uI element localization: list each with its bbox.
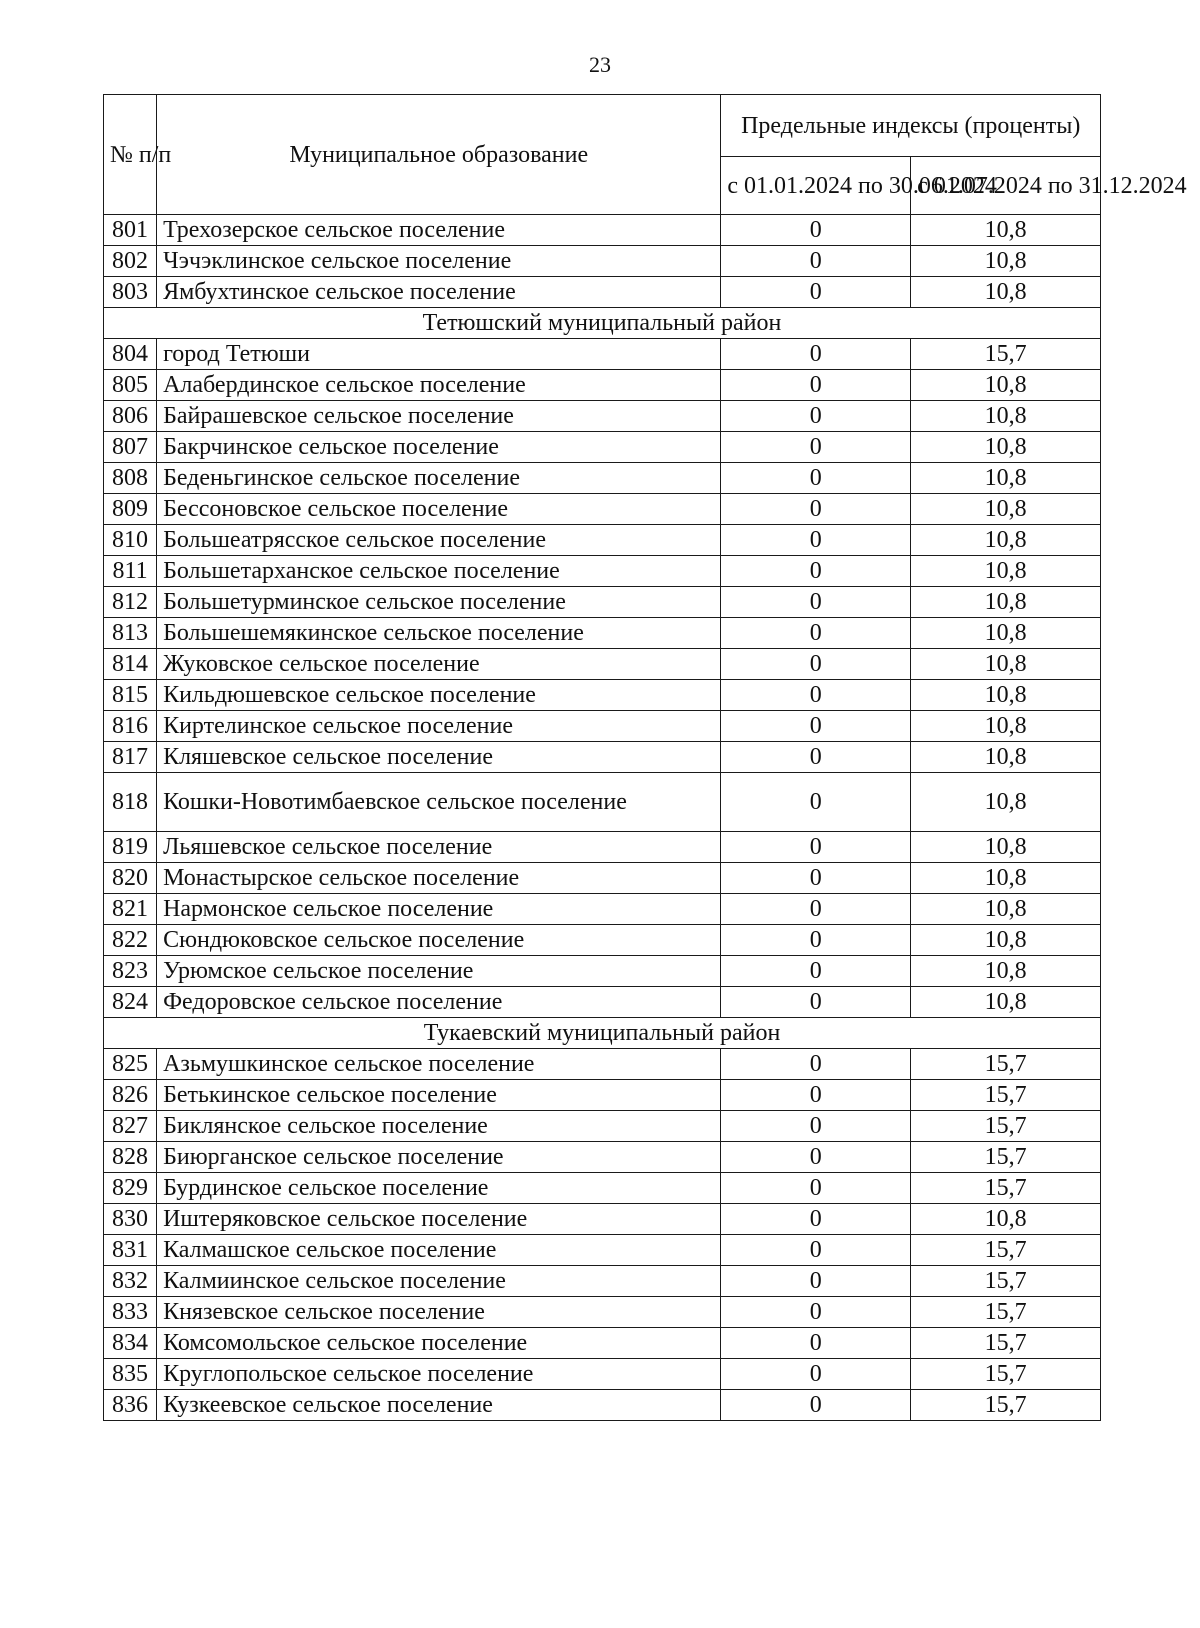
row-index-period-1: 0 xyxy=(721,618,911,649)
row-number: 807 xyxy=(104,432,157,463)
row-index-period-1: 0 xyxy=(721,401,911,432)
row-index-period-2: 15,7 xyxy=(911,339,1101,370)
row-number: 809 xyxy=(104,494,157,525)
row-number: 830 xyxy=(104,1204,157,1235)
table-row xyxy=(104,1173,1101,1204)
row-index-period-1: 0 xyxy=(721,463,911,494)
table-body xyxy=(104,215,1101,1421)
row-index-period-2: 10,8 xyxy=(911,618,1101,649)
row-number: 826 xyxy=(104,1080,157,1111)
row-municipality: Алабердинское сельское поселение xyxy=(157,370,721,401)
row-index-period-1: 0 xyxy=(721,1359,911,1390)
row-municipality: Иштеряковское сельское поселение xyxy=(157,1204,721,1235)
row-index-period-2: 15,7 xyxy=(911,1266,1101,1297)
row-number: 833 xyxy=(104,1297,157,1328)
row-index-period-2: 10,8 xyxy=(911,832,1101,863)
row-number: 820 xyxy=(104,863,157,894)
row-index-period-1: 0 xyxy=(721,1328,911,1359)
header-period-1: с 01.01.2024 по 30.06.2024 xyxy=(721,157,911,215)
row-municipality: Калмашское сельское поселение xyxy=(157,1235,721,1266)
row-index-period-2: 10,8 xyxy=(911,1204,1101,1235)
row-index-period-1: 0 xyxy=(721,1173,911,1204)
row-index-period-2: 10,8 xyxy=(911,525,1101,556)
row-number: 831 xyxy=(104,1235,157,1266)
row-number: 816 xyxy=(104,711,157,742)
row-index-period-1: 0 xyxy=(721,742,911,773)
row-index-period-2: 10,8 xyxy=(911,401,1101,432)
row-municipality: Биклянское сельское поселение xyxy=(157,1111,721,1142)
row-number: 821 xyxy=(104,894,157,925)
row-index-period-2: 15,7 xyxy=(911,1390,1101,1421)
row-index-period-1: 0 xyxy=(721,587,911,618)
row-number: 814 xyxy=(104,649,157,680)
table-row xyxy=(104,463,1101,494)
row-index-period-1: 0 xyxy=(721,246,911,277)
district-row xyxy=(104,1018,1101,1049)
table-row xyxy=(104,277,1101,308)
row-index-period-1: 0 xyxy=(721,1266,911,1297)
row-index-period-1: 0 xyxy=(721,215,911,246)
row-index-period-2: 10,8 xyxy=(911,956,1101,987)
row-index-period-1: 0 xyxy=(721,432,911,463)
row-index-period-1: 0 xyxy=(721,956,911,987)
row-index-period-2: 10,8 xyxy=(911,246,1101,277)
row-index-period-2: 15,7 xyxy=(911,1359,1101,1390)
table-row xyxy=(104,1142,1101,1173)
row-number: 823 xyxy=(104,956,157,987)
table-row xyxy=(104,832,1101,863)
row-index-period-1: 0 xyxy=(721,1142,911,1173)
row-number: 810 xyxy=(104,525,157,556)
row-number: 824 xyxy=(104,987,157,1018)
row-index-period-1: 0 xyxy=(721,1111,911,1142)
row-municipality: Урюмское сельское поселение xyxy=(157,956,721,987)
row-municipality: Трехозерское сельское поселение xyxy=(157,215,721,246)
row-index-period-2: 15,7 xyxy=(911,1173,1101,1204)
table-row xyxy=(104,711,1101,742)
table-row xyxy=(104,1235,1101,1266)
row-index-period-1: 0 xyxy=(721,1297,911,1328)
row-municipality: Киртелинское сельское поселение xyxy=(157,711,721,742)
row-index-period-2: 10,8 xyxy=(911,680,1101,711)
row-index-period-2: 10,8 xyxy=(911,215,1101,246)
table-row xyxy=(104,863,1101,894)
table-row xyxy=(104,1297,1101,1328)
table-row xyxy=(104,1328,1101,1359)
row-municipality: Кильдюшевское сельское поселение xyxy=(157,680,721,711)
table-row xyxy=(104,1359,1101,1390)
indices-table xyxy=(103,94,1187,1421)
row-municipality: Большетурминское сельское поселение xyxy=(157,587,721,618)
row-number: 835 xyxy=(104,1359,157,1390)
row-index-period-2: 10,8 xyxy=(911,463,1101,494)
row-index-period-1: 0 xyxy=(721,277,911,308)
row-number: 819 xyxy=(104,832,157,863)
row-municipality: Большетарханское сельское поселение xyxy=(157,556,721,587)
row-municipality: Бессоновское сельское поселение xyxy=(157,494,721,525)
table-row xyxy=(104,401,1101,432)
table-row xyxy=(104,525,1101,556)
row-index-period-2: 10,8 xyxy=(911,494,1101,525)
table-row xyxy=(104,587,1101,618)
row-index-period-1: 0 xyxy=(721,1204,911,1235)
table-header xyxy=(104,95,1187,215)
table-row xyxy=(104,556,1101,587)
header-indices: Предельные индексы (проценты) xyxy=(721,95,1101,157)
row-number: 832 xyxy=(104,1266,157,1297)
table-row xyxy=(104,1266,1101,1297)
row-index-period-1: 0 xyxy=(721,925,911,956)
row-index-period-1: 0 xyxy=(721,649,911,680)
row-number: 812 xyxy=(104,587,157,618)
table-row xyxy=(104,742,1101,773)
row-index-period-1: 0 xyxy=(721,773,911,832)
district-row xyxy=(104,308,1101,339)
row-index-period-1: 0 xyxy=(721,1080,911,1111)
row-index-period-2: 10,8 xyxy=(911,649,1101,680)
row-number: 818 xyxy=(104,773,157,832)
table-row xyxy=(104,925,1101,956)
row-number: 808 xyxy=(104,463,157,494)
row-municipality: Калмиинское сельское поселение xyxy=(157,1266,721,1297)
row-index-period-1: 0 xyxy=(721,894,911,925)
row-index-period-1: 0 xyxy=(721,863,911,894)
row-index-period-2: 10,8 xyxy=(911,587,1101,618)
row-index-period-1: 0 xyxy=(721,987,911,1018)
header-municipality: Муниципальное образование xyxy=(157,95,721,215)
row-municipality: Кляшевское сельское поселение xyxy=(157,742,721,773)
table-row xyxy=(104,894,1101,925)
row-municipality: Большешемякинское сельское поселение xyxy=(157,618,721,649)
table-row xyxy=(104,432,1101,463)
row-number: 801 xyxy=(104,215,157,246)
row-index-period-1: 0 xyxy=(721,339,911,370)
row-number: 836 xyxy=(104,1390,157,1421)
row-index-period-2: 10,8 xyxy=(911,711,1101,742)
row-number: 828 xyxy=(104,1142,157,1173)
row-municipality: Монастырское сельское поселение xyxy=(157,863,721,894)
row-municipality: Большеатрясское сельское поселение xyxy=(157,525,721,556)
table-row xyxy=(104,956,1101,987)
table-row xyxy=(104,1049,1101,1080)
row-index-period-2: 10,8 xyxy=(911,556,1101,587)
row-municipality: Жуковское сельское поселение xyxy=(157,649,721,680)
row-municipality: Нармонское сельское поселение xyxy=(157,894,721,925)
row-municipality: Комсомольское сельское поселение xyxy=(157,1328,721,1359)
header-period-2: с 01.07.2024 по 31.12.2024 xyxy=(911,157,1101,215)
table-row xyxy=(104,1390,1101,1421)
row-index-period-1: 0 xyxy=(721,370,911,401)
row-municipality: Байрашевское сельское поселение xyxy=(157,401,721,432)
row-number: 802 xyxy=(104,246,157,277)
row-index-period-1: 0 xyxy=(721,711,911,742)
row-index-period-2: 15,7 xyxy=(911,1111,1101,1142)
row-index-period-2: 10,8 xyxy=(911,370,1101,401)
row-municipality: Федоровское сельское поселение xyxy=(157,987,721,1018)
row-municipality: Бурдинское сельское поселение xyxy=(157,1173,721,1204)
row-index-period-2: 15,7 xyxy=(911,1328,1101,1359)
row-number: 806 xyxy=(104,401,157,432)
page-number: 23 xyxy=(589,52,611,77)
row-municipality: Биюрганское сельское поселение xyxy=(157,1142,721,1173)
table-row xyxy=(104,494,1101,525)
row-number: 817 xyxy=(104,742,157,773)
row-index-period-1: 0 xyxy=(721,1235,911,1266)
row-municipality: Кузкеевское сельское поселение xyxy=(157,1390,721,1421)
row-municipality: Сюндюковское сельское поселение xyxy=(157,925,721,956)
row-municipality: Бетькинское сельское поселение xyxy=(157,1080,721,1111)
row-index-period-2: 10,8 xyxy=(911,432,1101,463)
table-row xyxy=(104,246,1101,277)
row-municipality: Чэчэклинское сельское поселение xyxy=(157,246,721,277)
row-index-period-1: 0 xyxy=(721,1390,911,1421)
row-municipality: Льяшевское сельское поселение xyxy=(157,832,721,863)
row-number: 834 xyxy=(104,1328,157,1359)
header-number: № п/п xyxy=(104,95,157,215)
row-number: 811 xyxy=(104,556,157,587)
row-number: 804 xyxy=(104,339,157,370)
row-number: 822 xyxy=(104,925,157,956)
row-index-period-2: 10,8 xyxy=(911,863,1101,894)
row-number: 827 xyxy=(104,1111,157,1142)
row-index-period-1: 0 xyxy=(721,525,911,556)
row-index-period-2: 10,8 xyxy=(911,987,1101,1018)
row-index-period-2: 10,8 xyxy=(911,277,1101,308)
row-index-period-2: 10,8 xyxy=(911,742,1101,773)
row-number: 813 xyxy=(104,618,157,649)
row-municipality: Ямбухтинское сельское поселение xyxy=(157,277,721,308)
row-index-period-2: 15,7 xyxy=(911,1235,1101,1266)
table-row xyxy=(104,987,1101,1018)
row-municipality: Бакрчинское сельское поселение xyxy=(157,432,721,463)
row-municipality: Князевское сельское поселение xyxy=(157,1297,721,1328)
row-number: 825 xyxy=(104,1049,157,1080)
row-index-period-2: 15,7 xyxy=(911,1049,1101,1080)
row-index-period-2: 15,7 xyxy=(911,1297,1101,1328)
district-name: Тетюшский муниципальный район xyxy=(104,308,1101,339)
row-index-period-2: 10,8 xyxy=(911,894,1101,925)
district-name: Тукаевский муниципальный район xyxy=(104,1018,1101,1049)
row-index-period-1: 0 xyxy=(721,494,911,525)
table-row xyxy=(104,649,1101,680)
row-index-period-2: 10,8 xyxy=(911,773,1101,832)
table-row xyxy=(104,773,1101,832)
row-number: 803 xyxy=(104,277,157,308)
row-index-period-1: 0 xyxy=(721,556,911,587)
table-row xyxy=(104,618,1101,649)
row-municipality: Кошки-Новотимбаевское сельское поселение xyxy=(157,773,721,832)
table-row xyxy=(104,339,1101,370)
row-index-period-1: 0 xyxy=(721,1049,911,1080)
table-row xyxy=(104,370,1101,401)
row-municipality: Круглопольское сельское поселение xyxy=(157,1359,721,1390)
table-row xyxy=(104,1080,1101,1111)
table-row xyxy=(104,1204,1101,1235)
row-number: 829 xyxy=(104,1173,157,1204)
row-index-period-1: 0 xyxy=(721,680,911,711)
row-municipality: Беденьгинское сельское поселение xyxy=(157,463,721,494)
table-row xyxy=(104,680,1101,711)
row-index-period-2: 10,8 xyxy=(911,925,1101,956)
row-index-period-2: 15,7 xyxy=(911,1142,1101,1173)
row-municipality: Азьмушкинское сельское поселение xyxy=(157,1049,721,1080)
row-municipality: город Тетюши xyxy=(157,339,721,370)
table-row xyxy=(104,215,1101,246)
row-number: 815 xyxy=(104,680,157,711)
row-number: 805 xyxy=(104,370,157,401)
row-index-period-1: 0 xyxy=(721,832,911,863)
row-index-period-2: 15,7 xyxy=(911,1080,1101,1111)
table-row xyxy=(104,1111,1101,1142)
